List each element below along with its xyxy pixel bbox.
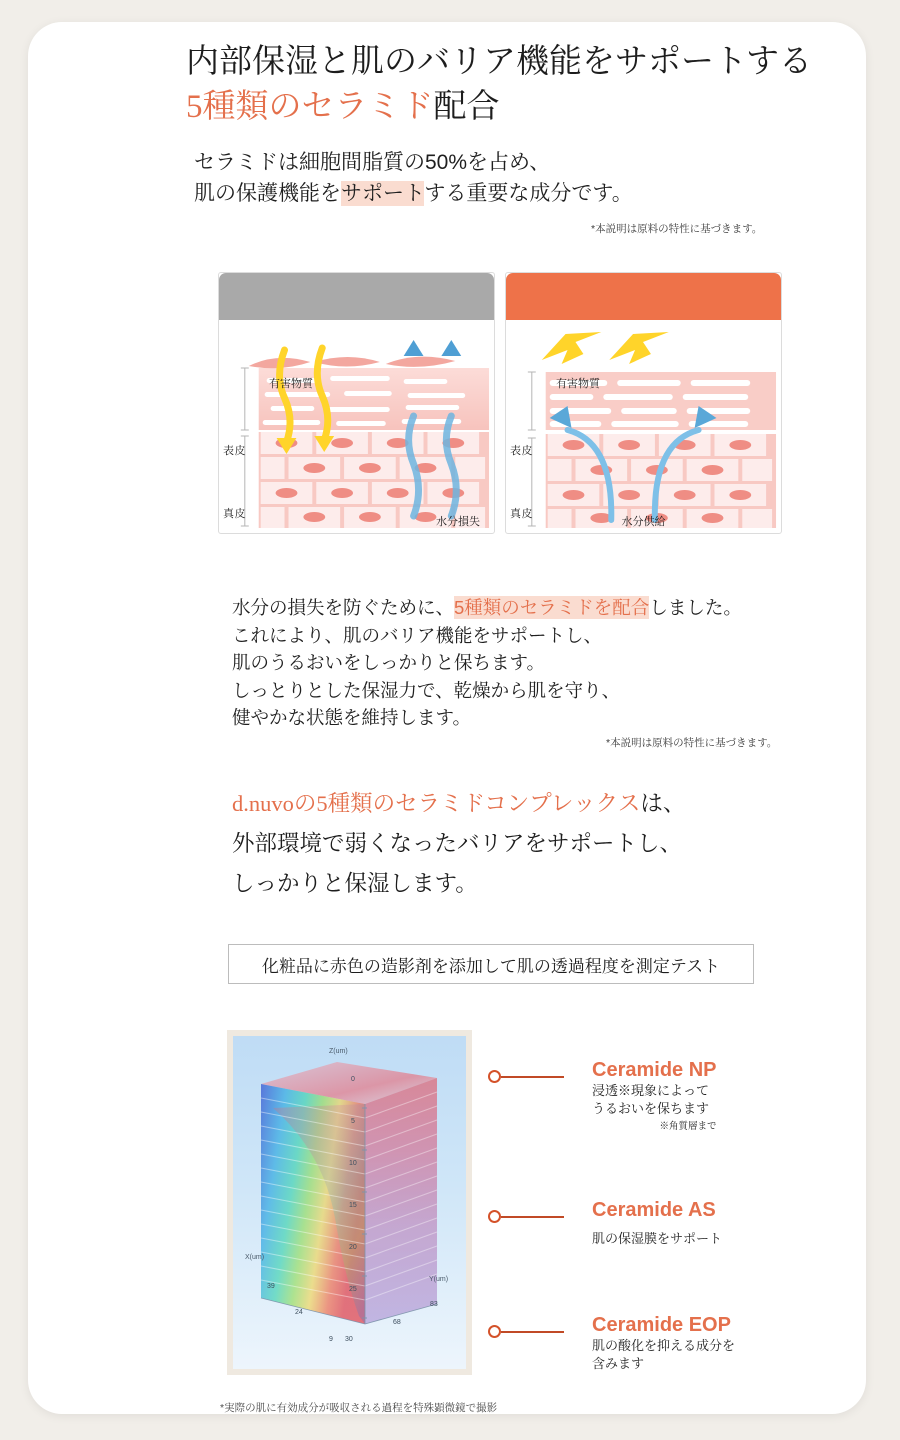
callout-desc-np-2: うるおいを保ちます xyxy=(592,1101,710,1116)
y-tick-1: 68 xyxy=(393,1319,401,1326)
callout-title-eop: Ceramide EOP xyxy=(592,1314,731,1336)
callout-desc-eop-1: 肌の酸化を抑える成分を xyxy=(592,1338,736,1353)
callout-sub-np: ※角質層まで xyxy=(659,1121,717,1132)
x-tick-0: 39 xyxy=(267,1283,275,1290)
callout-text-np xyxy=(592,1058,717,1132)
callout-title-np: Ceramide NP xyxy=(592,1059,717,1081)
y-tick-2: 83 xyxy=(430,1301,438,1308)
subheading-highlight: サポート xyxy=(341,182,425,205)
subheading-post: する重要な成分です。 xyxy=(424,182,633,205)
note-ingredient-basis-bottom: *本説明は原料の特性に基づきます。 xyxy=(606,737,778,749)
z-tick-4: 20 xyxy=(349,1244,357,1251)
z-tick-3: 15 xyxy=(349,1202,357,1209)
y-tick-0: 30 xyxy=(345,1336,353,1343)
callout-leader-line-eop xyxy=(501,1331,564,1333)
callout-marker-icon-eop xyxy=(488,1325,501,1338)
diagram-header-orange xyxy=(506,273,781,320)
z-tick-0: 0 xyxy=(351,1076,355,1083)
protected-skin-illustration xyxy=(506,320,781,534)
diagram-header-gray xyxy=(219,273,494,320)
statement-accent: d.nuvoの5種類のセラミドコンプレックス xyxy=(232,791,641,816)
heading-line-1: 内部保湿と肌のバリア機能をサポートする xyxy=(186,44,813,80)
statement-line-3: しっかりと保湿します。 xyxy=(232,871,478,896)
penetration-chart xyxy=(233,1036,466,1369)
label-moisture-loss: 水分損失 xyxy=(436,516,480,528)
diagram-body-left xyxy=(219,320,494,534)
axis-label-y: Y(um) xyxy=(429,1276,449,1283)
heading-accent: 5種類のセラミド xyxy=(186,89,434,125)
label-moisture-supply: 水分供給 xyxy=(621,516,666,528)
skin-diagram-pair xyxy=(186,250,786,535)
diagram-body-right xyxy=(506,320,781,534)
paragraph-line-4: しっとりとした保湿力で、乾燥から肌を守り、 xyxy=(232,679,621,701)
paragraph-line-2: これにより、肌のバリア機能をサポートし、 xyxy=(232,624,603,646)
callout-desc-eop-2: 含みます xyxy=(592,1356,645,1371)
x-tick-1: 24 xyxy=(295,1309,303,1316)
label-harmful-substance-left: 有害物質 xyxy=(269,378,313,390)
callout-text-eop xyxy=(592,1313,735,1373)
subheading-line-2 xyxy=(194,178,814,209)
paragraph-line-5: 健やかな状態を維持します。 xyxy=(232,707,472,728)
axis-label-x: X(um) xyxy=(245,1254,265,1261)
product-detail-card xyxy=(28,22,866,1414)
heading-line-2 xyxy=(186,85,806,130)
subheading-line-1: セラミドは細胞間脂質の50%を占め、 xyxy=(194,151,551,174)
callout-desc-as-1: 肌の保湿膜をサポート xyxy=(592,1231,723,1246)
label-epidermis-left: 表皮 xyxy=(223,445,246,457)
damaged-skin-illustration xyxy=(219,320,494,534)
statement-line-1 xyxy=(232,784,832,824)
z-tick-1: 5 xyxy=(351,1118,355,1125)
label-dermis-right: 真皮 xyxy=(510,508,533,520)
z-tick-2: 10 xyxy=(349,1160,357,1167)
skin-diagram-protected xyxy=(505,272,782,534)
paragraph-pre: 水分の損失を防ぐために、 xyxy=(232,597,455,618)
x-tick-2: 9 xyxy=(329,1336,333,1343)
z-tick-5: 25 xyxy=(349,1286,357,1293)
statement-rest: は、 xyxy=(640,791,686,816)
paragraph-line-1 xyxy=(232,594,832,622)
page-title xyxy=(186,40,813,130)
heading-rest: 配合 xyxy=(433,89,500,125)
label-epidermis-right: 表皮 xyxy=(510,445,533,457)
test-method-label: 化粧品に赤色の造影剤を添加して肌の透過程度を測定テスト xyxy=(261,956,721,976)
callout-title-as: Ceramide AS xyxy=(592,1199,716,1221)
ceramide-callout-list xyxy=(472,1030,802,1375)
callout-text-as xyxy=(592,1198,722,1248)
callout-marker-icon-as xyxy=(488,1210,501,1223)
callout-leader-line-as xyxy=(501,1216,564,1218)
paragraph-line-3: 肌のうるおいをしっかりと保ちます。 xyxy=(232,652,546,673)
callout-desc-np-1: 浸透※現象によって xyxy=(592,1083,710,1098)
label-harmful-substance-right: 有害物質 xyxy=(556,378,600,390)
subheading-pre: 肌の保護機能を xyxy=(194,182,341,205)
statement-line-2: 外部環境で弱くなったバリアをサポートし、 xyxy=(232,831,683,856)
penetration-chart-frame xyxy=(227,1030,472,1375)
paragraph-highlight: 5種類のセラミドを配合 xyxy=(454,597,650,618)
axis-label-z: Z(um) xyxy=(329,1048,348,1055)
callout-leader-line-np xyxy=(501,1076,564,1078)
microscope-footnote: *実際の肌に有効成分が吸収される過程を特殊顕微鏡で撮影 xyxy=(220,1402,498,1414)
benefit-paragraph xyxy=(232,594,832,732)
paragraph-post: しました。 xyxy=(649,597,742,618)
callout-marker-icon-np xyxy=(488,1070,501,1083)
note-ingredient-basis-top: *本説明は原料の特性に基づきます。 xyxy=(591,223,763,235)
skin-diagram-damaged xyxy=(218,272,495,534)
test-method-box xyxy=(228,944,754,984)
label-dermis-left: 真皮 xyxy=(223,508,246,520)
brand-statement xyxy=(232,784,832,904)
subheading xyxy=(194,147,814,209)
